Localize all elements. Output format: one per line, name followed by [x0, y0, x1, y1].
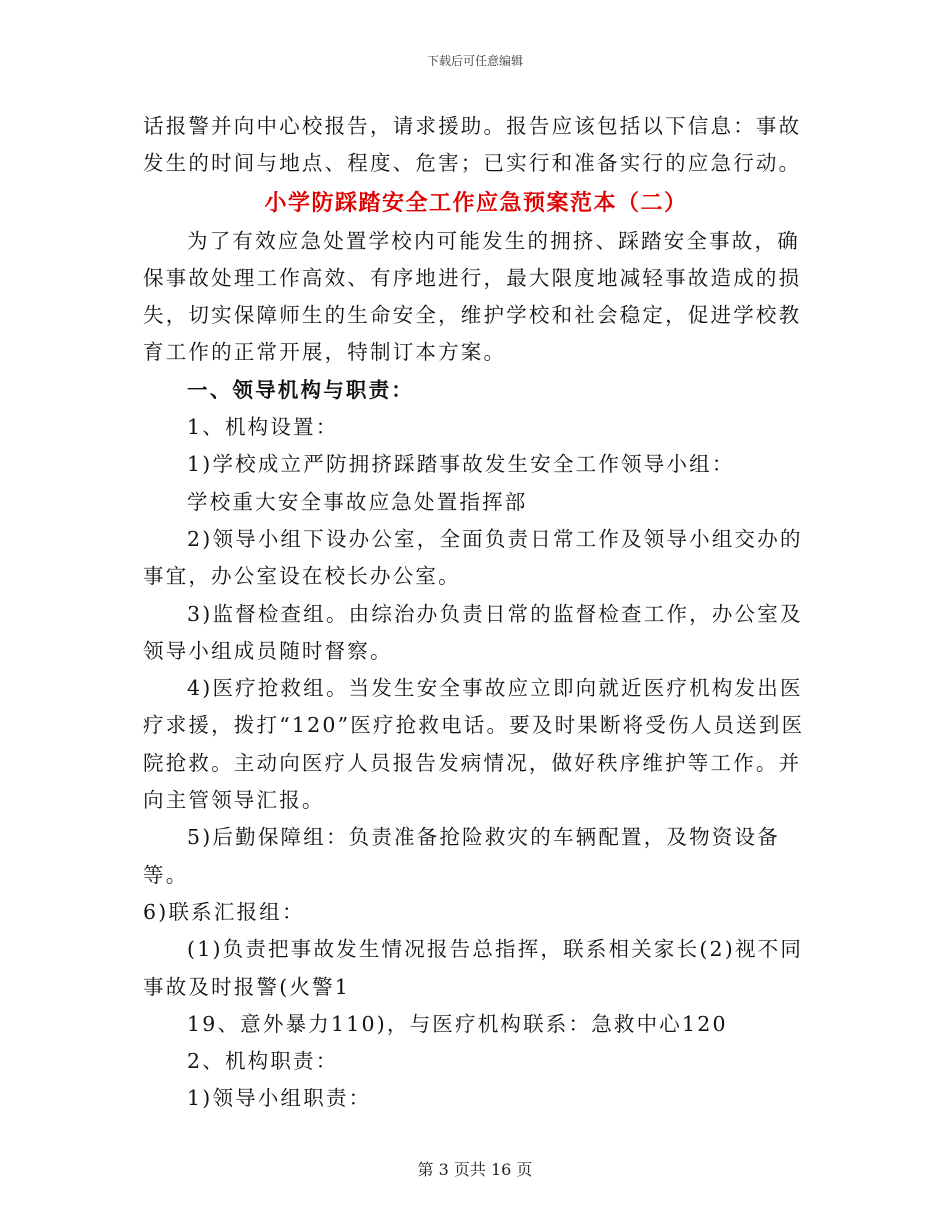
paragraph: (1)负责把事故发生情况报告总指挥，联系相关家长(2)视不同事故及时报警(火警1 — [143, 937, 804, 999]
paragraph: 1)学校成立严防拥挤踩踏事故发生安全工作领导小组： — [187, 452, 735, 477]
paragraph: 4)医疗抢救组。当发生安全事故应立即向就近医疗机构发出医疗求援，拨打“120”医疗抢救电话。要及时果断将受伤人员送到医院抢救。主动向医疗人员报告发病情况，做好秩序维护等工作。并向主管领导汇报。 — [143, 676, 805, 813]
section-title: 小学防踩踏安全工作应急预案范本（二） — [264, 189, 688, 216]
paragraph: 2)领导小组下设办公室，全面负责日常工作及领导小组交办的事宜，办公室设在校长办公室。 — [143, 526, 803, 589]
paragraph: 1)领导小组职责： — [187, 1086, 372, 1111]
paragraph: 2、机构职责： — [187, 1049, 339, 1074]
paragraph: 3)监督检查组。由综治办负责日常的监督检查工作，办公室及领导小组成员随时督察。 — [143, 601, 803, 663]
paragraph: 6)联系汇报组： — [143, 899, 305, 924]
page-number: 第 3 页共 16 页 — [417, 1160, 533, 1179]
paragraph: 为了有效应急处置学校内可能发生的拥挤、踩踏安全事故，确保事故处理工作高效、有序地进行，最大限度地减轻事故造成的损失，切实保障师生的生命安全，维护学校和社会稳定，促进学校教育工作的正常开展，特制订本方案。 — [143, 228, 802, 365]
section-heading: 一、领导机构与职责： — [187, 377, 414, 402]
page-header: 下载后可任意编辑 — [426, 54, 523, 68]
paragraph: 19、意外暴力110)，与医疗机构联系：急救中心120 — [187, 1011, 728, 1036]
paragraph: 1、机构设置： — [187, 415, 339, 440]
paragraph: 5)后勤保障组：负责准备抢险救灾的车辆配置，及物资设备等。 — [143, 825, 780, 887]
paragraph: 学校重大安全事故应急处置指挥部 — [187, 489, 528, 514]
document-body — [143, 108, 809, 1118]
paragraph: 话报警并向中心校报告，请求援助。报告应该包括以下信息：事故发生的时间与地点、程度、危害；已实行和准备实行的应急行动。 — [143, 114, 802, 176]
